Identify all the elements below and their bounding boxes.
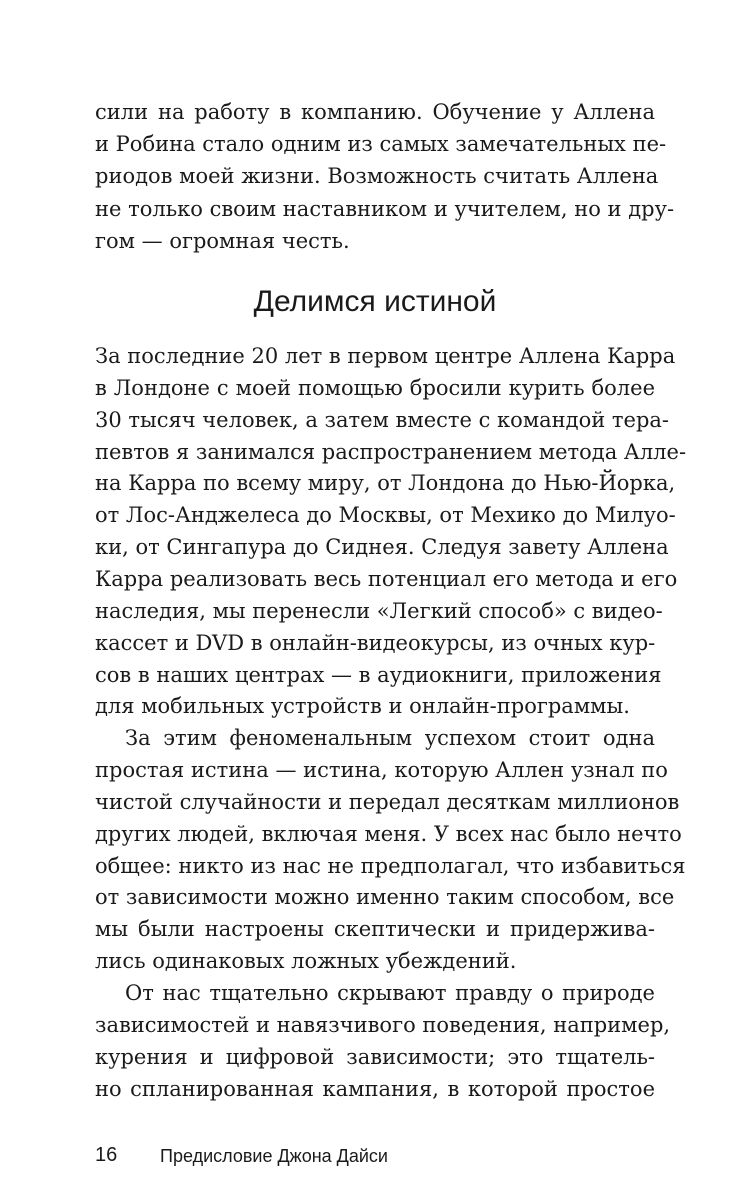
p2-line-5: общее: никто из нас не предполагал, что избавиться: [95, 854, 686, 878]
p2-line-4: других людей, включая меня. У всех нас было нечто: [95, 822, 682, 846]
p1-line-12: для мобильных устройств и онлайн-программы.: [95, 694, 630, 718]
intro-line-4: не только своим наставником и учителем, но и дру-: [95, 197, 675, 221]
p2-line-3: чистой случайности и передал десяткам миллионов: [95, 790, 680, 814]
p1-line-9: наследия, мы перенесли «Легкий способ» с видео-: [95, 599, 663, 623]
p1-line-10: кассет и DVD в онлайн-видеокурсы, из очных кур-: [95, 631, 656, 655]
p2-line-2: простая истина — истина, которую Аллен узнал по: [95, 758, 668, 782]
p1-line-5: на Карра по всему миру, от Лондона до Нью-Йорка,: [95, 471, 676, 495]
p1-line-8: Карра реализовать весь потенциал его метода и его: [95, 567, 678, 591]
p1-line-6: от Лос-Анджелеса до Москвы, от Мехико до Милуо-: [95, 503, 676, 527]
p1-line-2: в Лондоне с моей помощью бросили курить более: [95, 376, 655, 400]
p3-line-2: зависимостей и навязчивого поведения, например,: [95, 1013, 671, 1037]
running-title: Предисловие Джона Дайси: [160, 1146, 388, 1166]
p1-line-3: 30 тысяч человек, а затем вместе с командой тера-: [95, 408, 670, 432]
p2-line-6: от зависимости можно именно таким способом, все: [95, 885, 675, 909]
page-number: 16: [95, 1144, 118, 1166]
intro-line-5: гом — огромная честь.: [95, 229, 350, 253]
p3-line-1: От нас тщательно скрывают правду о природе: [125, 981, 655, 1005]
p1-line-11: сов в наших центрах — в аудиокниги, приложения: [95, 663, 662, 687]
intro-line-3: риодов моей жизни. Возможность считать Аллена: [95, 164, 659, 188]
intro-line-2: и Робина стало одним из самых замечательных пе-: [95, 132, 667, 156]
section-heading: Делимся истиной: [253, 285, 497, 318]
p1-line-7: ки, от Сингапура до Сиднея. Следуя завету Аллена: [95, 535, 669, 559]
p2-line-7: мы были настроены скептически и придержива-: [95, 917, 655, 941]
p2-line-8: лись одинаковых ложных убеждений.: [95, 949, 517, 973]
p1-line-4: певтов я занимался распространением метода Алле-: [95, 440, 687, 464]
p3-line-3: курения и цифровой зависимости; это тщатель-: [95, 1045, 655, 1069]
intro-line-1: сили на работу в компанию. Обучение у Аллена: [95, 100, 655, 124]
p1-line-1: За последние 20 лет в первом центре Аллена Карра: [95, 344, 676, 368]
p2-line-1: За этим феноменальным успехом стоит одна: [125, 726, 655, 750]
p3-line-4: но спланированная кампания, в которой простое: [95, 1077, 655, 1101]
